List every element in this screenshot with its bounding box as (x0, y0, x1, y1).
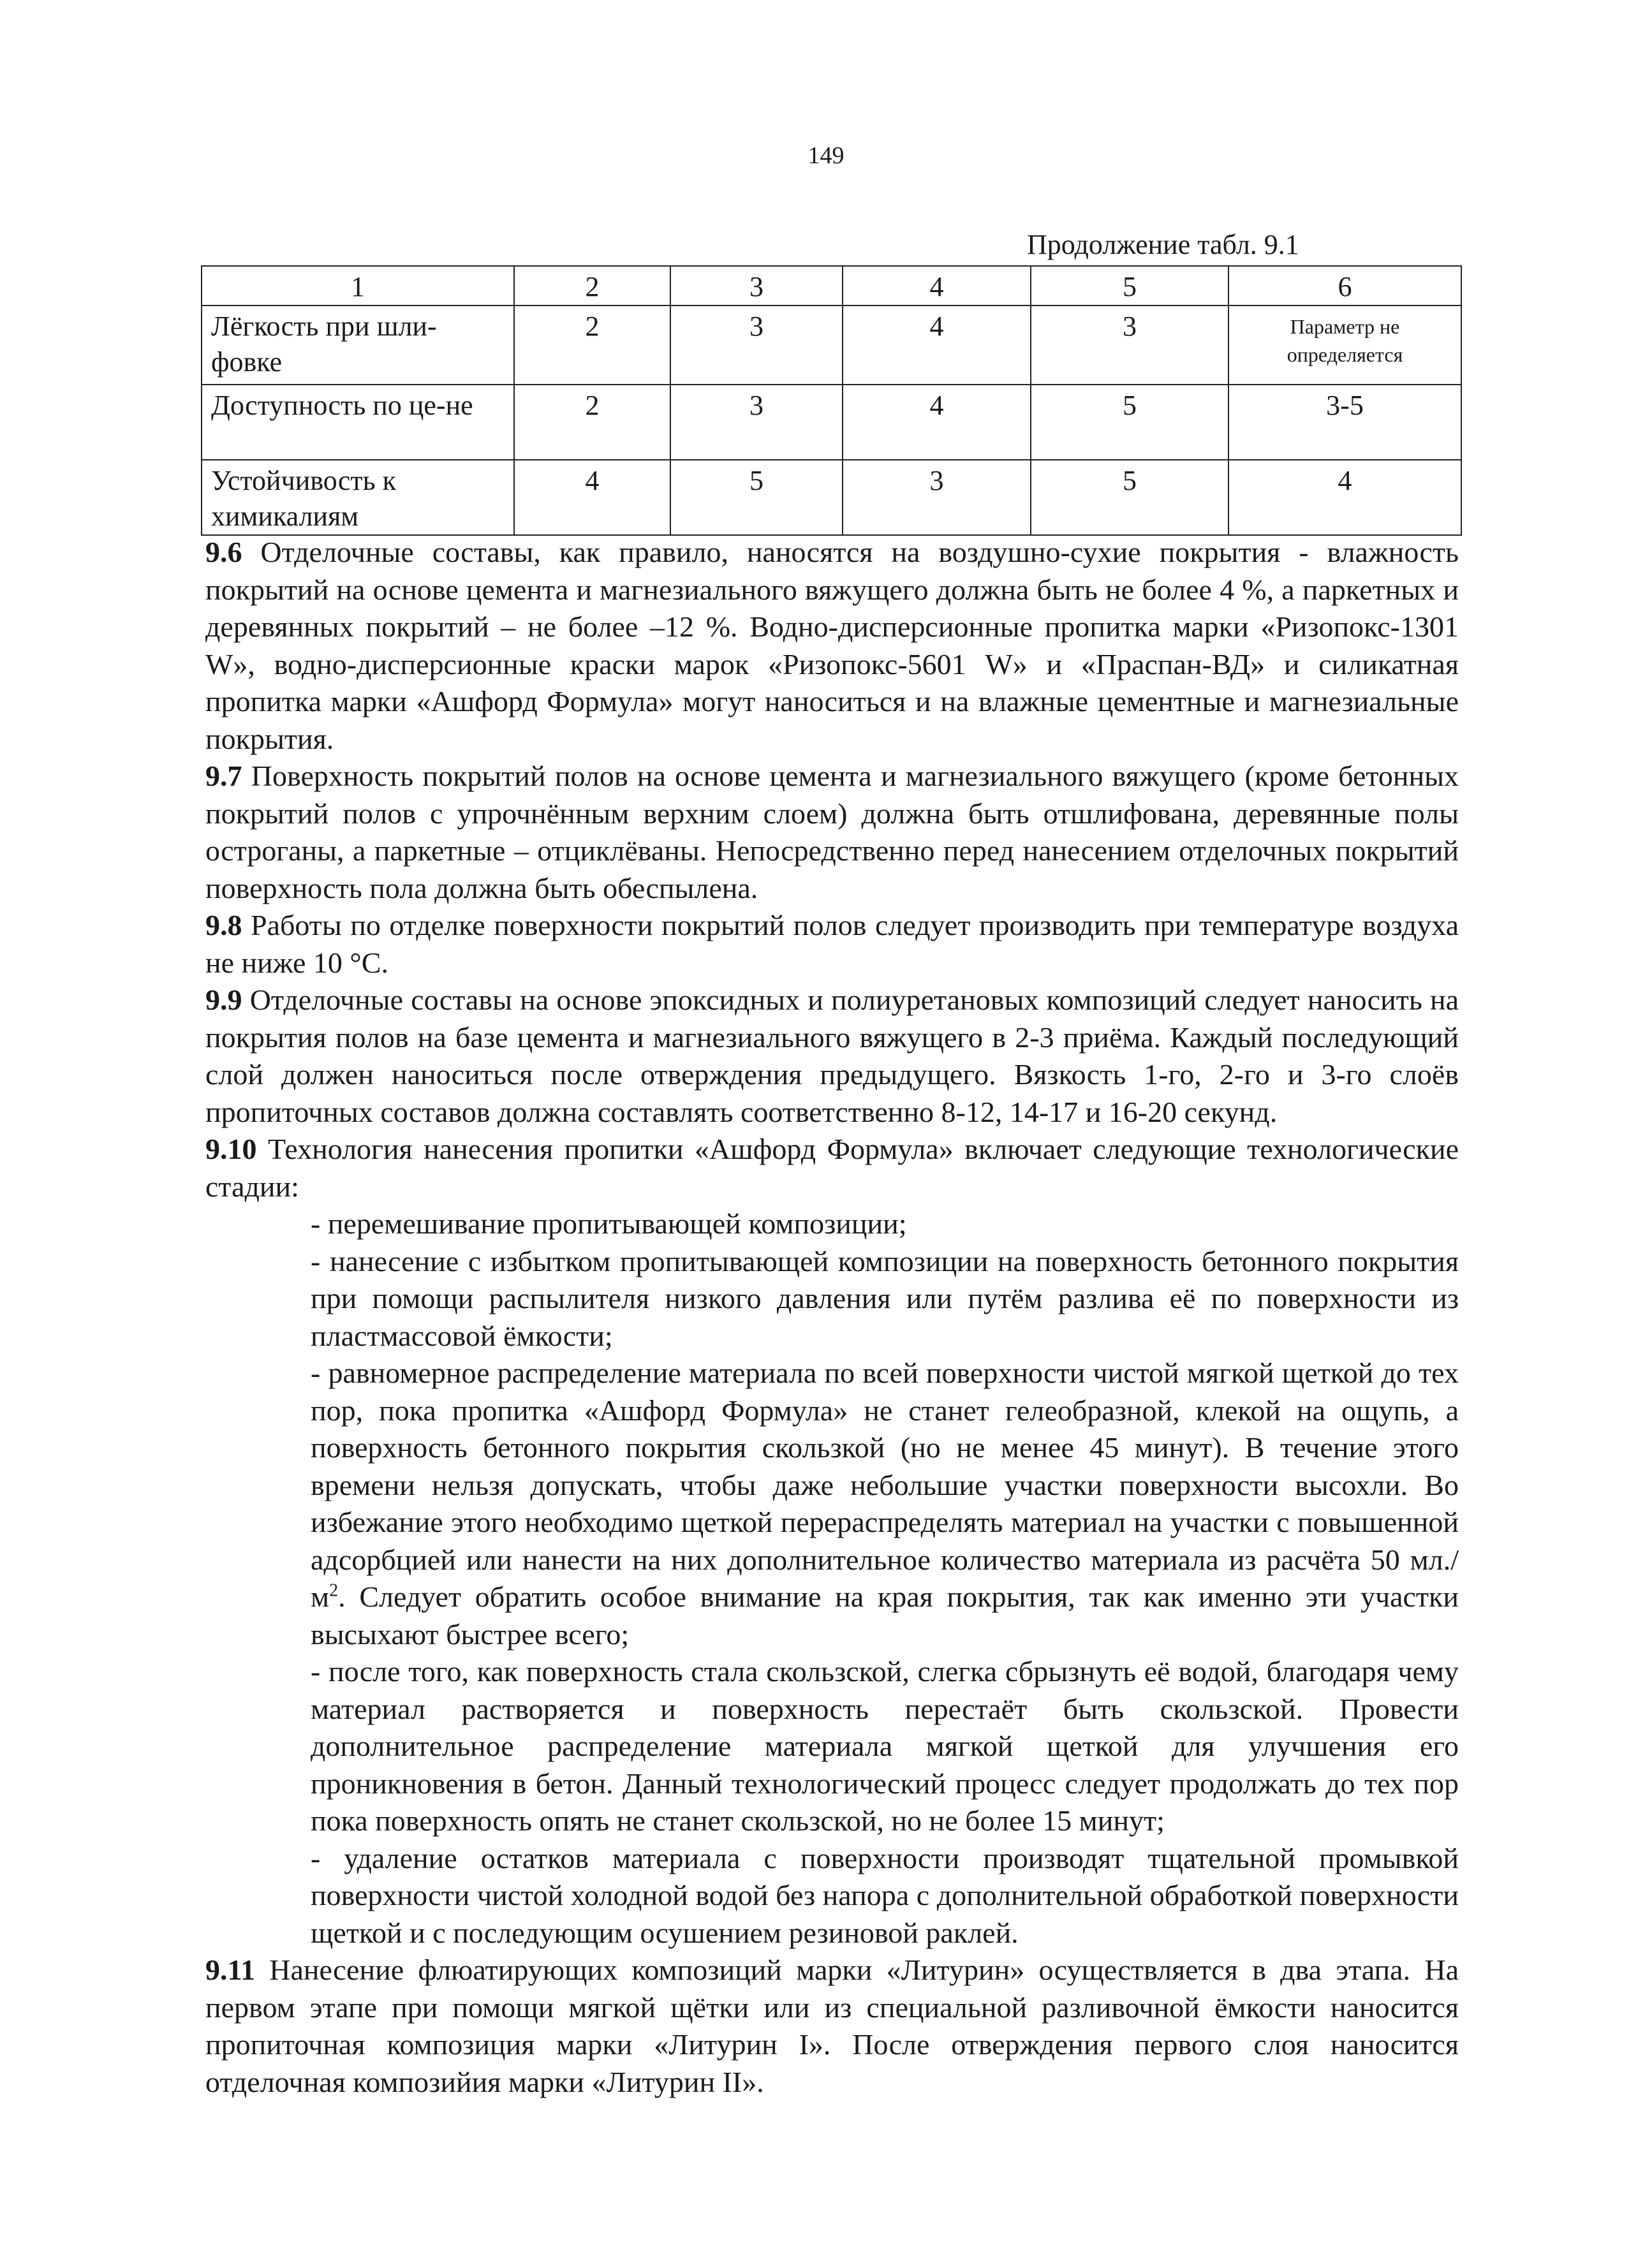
table-cell: 3 (670, 385, 843, 460)
table-cell: 3 (670, 305, 843, 385)
superscript: 2 (329, 1580, 339, 1601)
properties-table (201, 265, 1462, 536)
section-number: 9.9 (205, 983, 242, 1016)
header-cell: 1 (202, 266, 514, 305)
table-cell: 5 (1031, 460, 1228, 535)
table-cell: 3 (843, 460, 1031, 535)
section-9-9 (205, 982, 1459, 1131)
header-cell: 6 (1228, 266, 1461, 305)
table-cell: 4 (1228, 460, 1461, 535)
section-number: 9.6 (205, 536, 242, 568)
list-item: - нанесение с избытком пропитывающей композиции на поверхность бетонного покрытия при помощи распылителя низкого давления или путём разлива её по поверхности из пластмассовой ёмкости; (311, 1244, 1459, 1352)
section-number: 9.7 (205, 760, 242, 792)
section-text: Отделочные составы, как правило, наносятся на воздушно-сухие покрытия - влажность покрытий на основе цемента и магнезиального вяжущего должна быть не более 4 %, а паркетных и деревянных покрытий – не более –12 %. Водно-дисперсионные пропитка марки «Ризопокс-1301 W», водно-дисперсионные краски марок «Ризопокс-5601 W» и «Праспан-ВД» и силикатная пропитка марки «Ашфорд Формула» могут наноситься и на влажные цементные и магнезиальные покрытия. (205, 536, 1459, 755)
section-text: Нанесение флюатирующих композиций марки «Литурин» осуществляется в два этапа. На первом этапе при помощи мягкой щётки или из специальной разливочной ёмкости наносится пропиточная композиция марки «Литурин I». После отверждения первого слоя наносится отделочная композийия марки «Литурин II». (205, 1953, 1459, 2098)
table-cell: 3-5 (1228, 385, 1461, 460)
table-cell: 5 (670, 460, 843, 535)
section-number: 9.11 (205, 1953, 255, 1986)
list-item (311, 1355, 1459, 1653)
list-item: - перемешивание пропитывающей композиции; (311, 1207, 907, 1240)
section-text: Технология нанесения пропитки «Ашфорд Формула» включает следующие технологические стадии: (205, 1133, 1459, 1203)
table-header-row (202, 266, 1461, 305)
table-cell: 4 (514, 460, 670, 535)
row-label: Доступность по це-не (202, 385, 514, 460)
section-text: Отделочные составы на основе эпоксидных и полиуретановых композиций следует наносить на покрытия полов на базе цемента и магнезиального вяжущего в 2-3 приёма. Каждый последующий слой должен наноситься после отверждения предыдущего. Вязкость 1-го, 2-го и 3-го слоёв пропиточных составов должна составлять соответственно 8-12, 14-17 и 16-20 секунд. (205, 983, 1459, 1128)
table-cell: 3 (1031, 305, 1228, 385)
section-9-8 (205, 907, 1459, 982)
header-cell: 5 (1031, 266, 1228, 305)
body-text (205, 534, 1459, 2101)
section-9-6 (205, 534, 1459, 758)
section-9-11 (205, 1952, 1459, 2101)
header-cell: 3 (670, 266, 843, 305)
list-item-text: - равномерное распределение материала по всей поверхности чистой мягкой щеткой до тех пор, пока пропитка «Ашфорд Формула» не станет гелеобразной, клекой на ощупь, а поверхность бетонного покрытия скользкой (но не менее 45 минут). В течение этого времени нельзя допускать, чтобы даже небольшие участки поверхности высохли. Во избежание этого необходимо щеткой перераспределять материал на участки с повышенной адсорбцией или нанести на них дополнительное количество материала из расчёта 50 мл./м (311, 1357, 1459, 1613)
row-label: Устойчивость к химикалиям (202, 460, 514, 535)
table-cell: 4 (843, 385, 1031, 460)
table-row (202, 385, 1461, 460)
table-cell: 2 (514, 305, 670, 385)
table-row (202, 305, 1461, 385)
list-item: - после того, как поверхность стала скользской, слегка сбрызнуть её водой, благодаря чему материал растворяется и поверхность перестаёт быть скользской. Провести дополнительное распределение материала мягкой щеткой для улучшения его проникновения в бетон. Данный технологический процесс следует продолжать до тех пор пока поверхность опять не станет скользской, но не более 15 минут; (311, 1655, 1459, 1837)
section-number: 9.10 (205, 1133, 257, 1165)
row-label: Лёгкость при шли-фовке (202, 305, 514, 385)
list-item-text: . Следует обратить особое внимание на края покрытия, так как именно эти участки высыхают быстрее всего; (311, 1580, 1459, 1651)
section-9-10 (205, 1131, 1459, 1205)
table-cell: 2 (514, 385, 670, 460)
header-cell: 4 (843, 266, 1031, 305)
table-cell: 4 (843, 305, 1031, 385)
header-cell: 2 (514, 266, 670, 305)
table-cell: 5 (1031, 385, 1228, 460)
page-number: 149 (808, 142, 844, 169)
section-text: Работы по отделке поверхности покрытий полов следует производить при температуре воздуха не ниже 10 °С. (205, 909, 1459, 979)
section-text: Поверхность покрытий полов на основе цемента и магнезиального вяжущего (кроме бетонных покрытий полов с упрочнённым верхним слоем) должна быть отшлифована, деревянные полы остроганы, а паркетные – отциклёваны. Непосредственно перед нанесением отделочных покрытий поверхность пола должна быть обеспылена. (205, 760, 1459, 904)
section-number: 9.8 (205, 909, 242, 941)
table-cell: Параметр не определяется (1228, 305, 1461, 385)
table-row (202, 460, 1461, 535)
table-caption: Продолжение табл. 9.1 (1027, 229, 1299, 260)
section-9-7 (205, 758, 1459, 907)
list-item: - удаление остатков материала с поверхности производят тщательной промывкой поверхности чистой холодной водой без напора с дополнительной обработкой поверхности щеткой и с последующим осушением резиновой раклей. (311, 1841, 1459, 1949)
